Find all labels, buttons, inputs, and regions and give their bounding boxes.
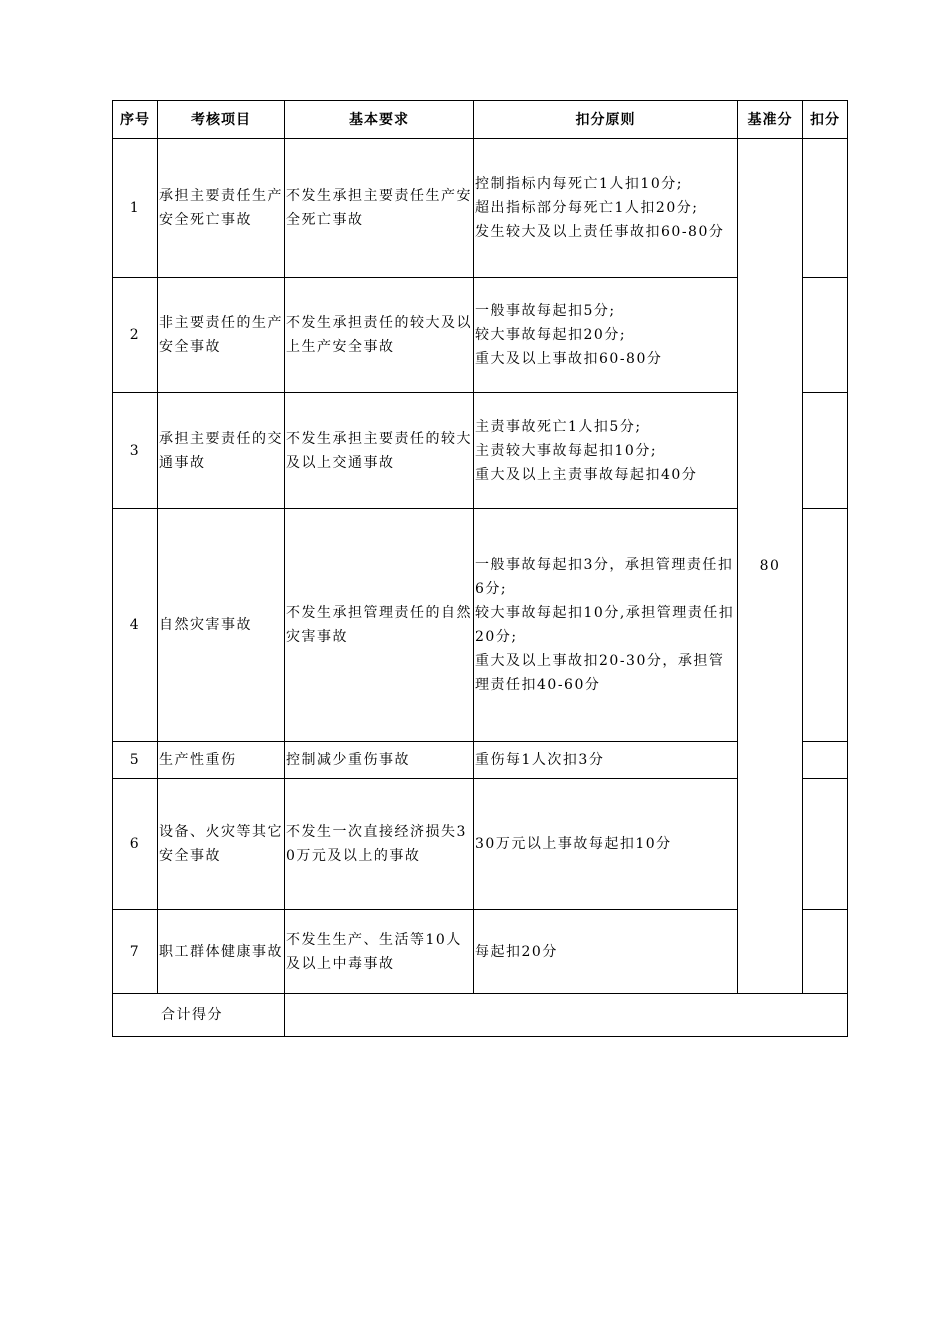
rule-line: 主责较大事故每起扣10分; xyxy=(475,442,658,459)
header-base-score: 基准分 xyxy=(738,101,803,139)
row-rules xyxy=(474,139,738,278)
row-deduction[interactable] xyxy=(803,742,848,779)
header-no: 序号 xyxy=(113,101,158,139)
row-no: 6 xyxy=(113,779,158,910)
rule-line: 重伤每1人次扣3分 xyxy=(475,752,605,768)
total-row xyxy=(113,994,848,1037)
rule-line: 较大事故每起扣20分; xyxy=(475,327,627,343)
rule-line: 发生较大及以上责任事故扣60-80分 xyxy=(475,224,725,240)
table-row xyxy=(113,509,848,742)
rule-line: 控制指标内每死亡1人扣10分; xyxy=(475,176,683,192)
table-row xyxy=(113,139,848,278)
rule-line: 超出指标部分每死亡1人扣20分; xyxy=(475,200,699,216)
rule-line: 一般事故每起扣3分，承担管理责任扣6分; xyxy=(475,557,734,597)
header-requirement: 基本要求 xyxy=(285,101,474,139)
row-requirement: 不发生承担管理责任的自然灾害事故 xyxy=(285,509,474,742)
row-rules xyxy=(474,393,738,509)
row-item: 非主要责任的生产安全事故 xyxy=(158,278,285,393)
row-rules xyxy=(474,742,738,779)
row-requirement: 不发生承担主要责任的较大及以上交通事故 xyxy=(285,393,474,509)
row-requirement: 控制减少重伤事故 xyxy=(285,742,474,779)
rule-line: 每起扣20分 xyxy=(475,943,558,960)
row-no: 1 xyxy=(113,139,158,278)
rule-line: 较大事故每起扣10分,承担管理责任扣20分; xyxy=(475,605,735,645)
header-item: 考核项目 xyxy=(158,101,285,139)
rule-line: 一般事故每起扣5分; xyxy=(475,303,616,319)
row-requirement: 不发生一次直接经济损失30万元及以上的事故 xyxy=(285,779,474,910)
header-deduction: 扣分 xyxy=(803,101,848,139)
row-no: 7 xyxy=(113,910,158,994)
table-row xyxy=(113,779,848,910)
row-item: 承担主要责任生产安全死亡事故 xyxy=(158,139,285,278)
total-label: 合计得分 xyxy=(113,994,285,1037)
row-deduction[interactable] xyxy=(803,393,848,509)
row-no: 2 xyxy=(113,278,158,393)
row-rules xyxy=(474,509,738,742)
row-requirement: 不发生生产、生活等10人及以上中毒事故 xyxy=(285,910,474,994)
base-score-cell: 80 xyxy=(738,139,803,994)
table-row xyxy=(113,910,848,994)
header-row xyxy=(113,101,848,139)
row-item: 职工群体健康事故 xyxy=(158,910,285,994)
row-item: 设备、火灾等其它安全事故 xyxy=(158,779,285,910)
row-deduction[interactable] xyxy=(803,910,848,994)
table-row xyxy=(113,278,848,393)
row-deduction[interactable] xyxy=(803,509,848,742)
row-rules xyxy=(474,779,738,910)
row-rules xyxy=(474,910,738,994)
row-deduction[interactable] xyxy=(803,779,848,910)
row-deduction[interactable] xyxy=(803,139,848,278)
row-no: 4 xyxy=(113,509,158,742)
rule-line: 主责事故死亡1人扣5分; xyxy=(475,418,642,435)
row-rules xyxy=(474,278,738,393)
rule-line: 30万元以上事故每起扣10分 xyxy=(475,836,672,852)
rule-line: 重大及以上事故扣20-30分，承担管理责任扣40-60分 xyxy=(475,653,725,693)
row-no: 5 xyxy=(113,742,158,779)
rule-line: 重大及以上主责事故每起扣40分 xyxy=(475,466,698,483)
row-item: 承担主要责任的交通事故 xyxy=(158,393,285,509)
row-requirement: 不发生承担主要责任生产安全死亡事故 xyxy=(285,139,474,278)
row-requirement: 不发生承担责任的较大及以上生产安全事故 xyxy=(285,278,474,393)
row-deduction[interactable] xyxy=(803,278,848,393)
table-row xyxy=(113,742,848,779)
assessment-table xyxy=(112,100,848,1037)
table-row xyxy=(113,393,848,509)
total-value[interactable] xyxy=(285,994,848,1037)
row-item: 生产性重伤 xyxy=(158,742,285,779)
row-no: 3 xyxy=(113,393,158,509)
rule-line: 重大及以上事故扣60-80分 xyxy=(475,351,663,367)
row-item: 自然灾害事故 xyxy=(158,509,285,742)
header-rules: 扣分原则 xyxy=(474,101,738,139)
